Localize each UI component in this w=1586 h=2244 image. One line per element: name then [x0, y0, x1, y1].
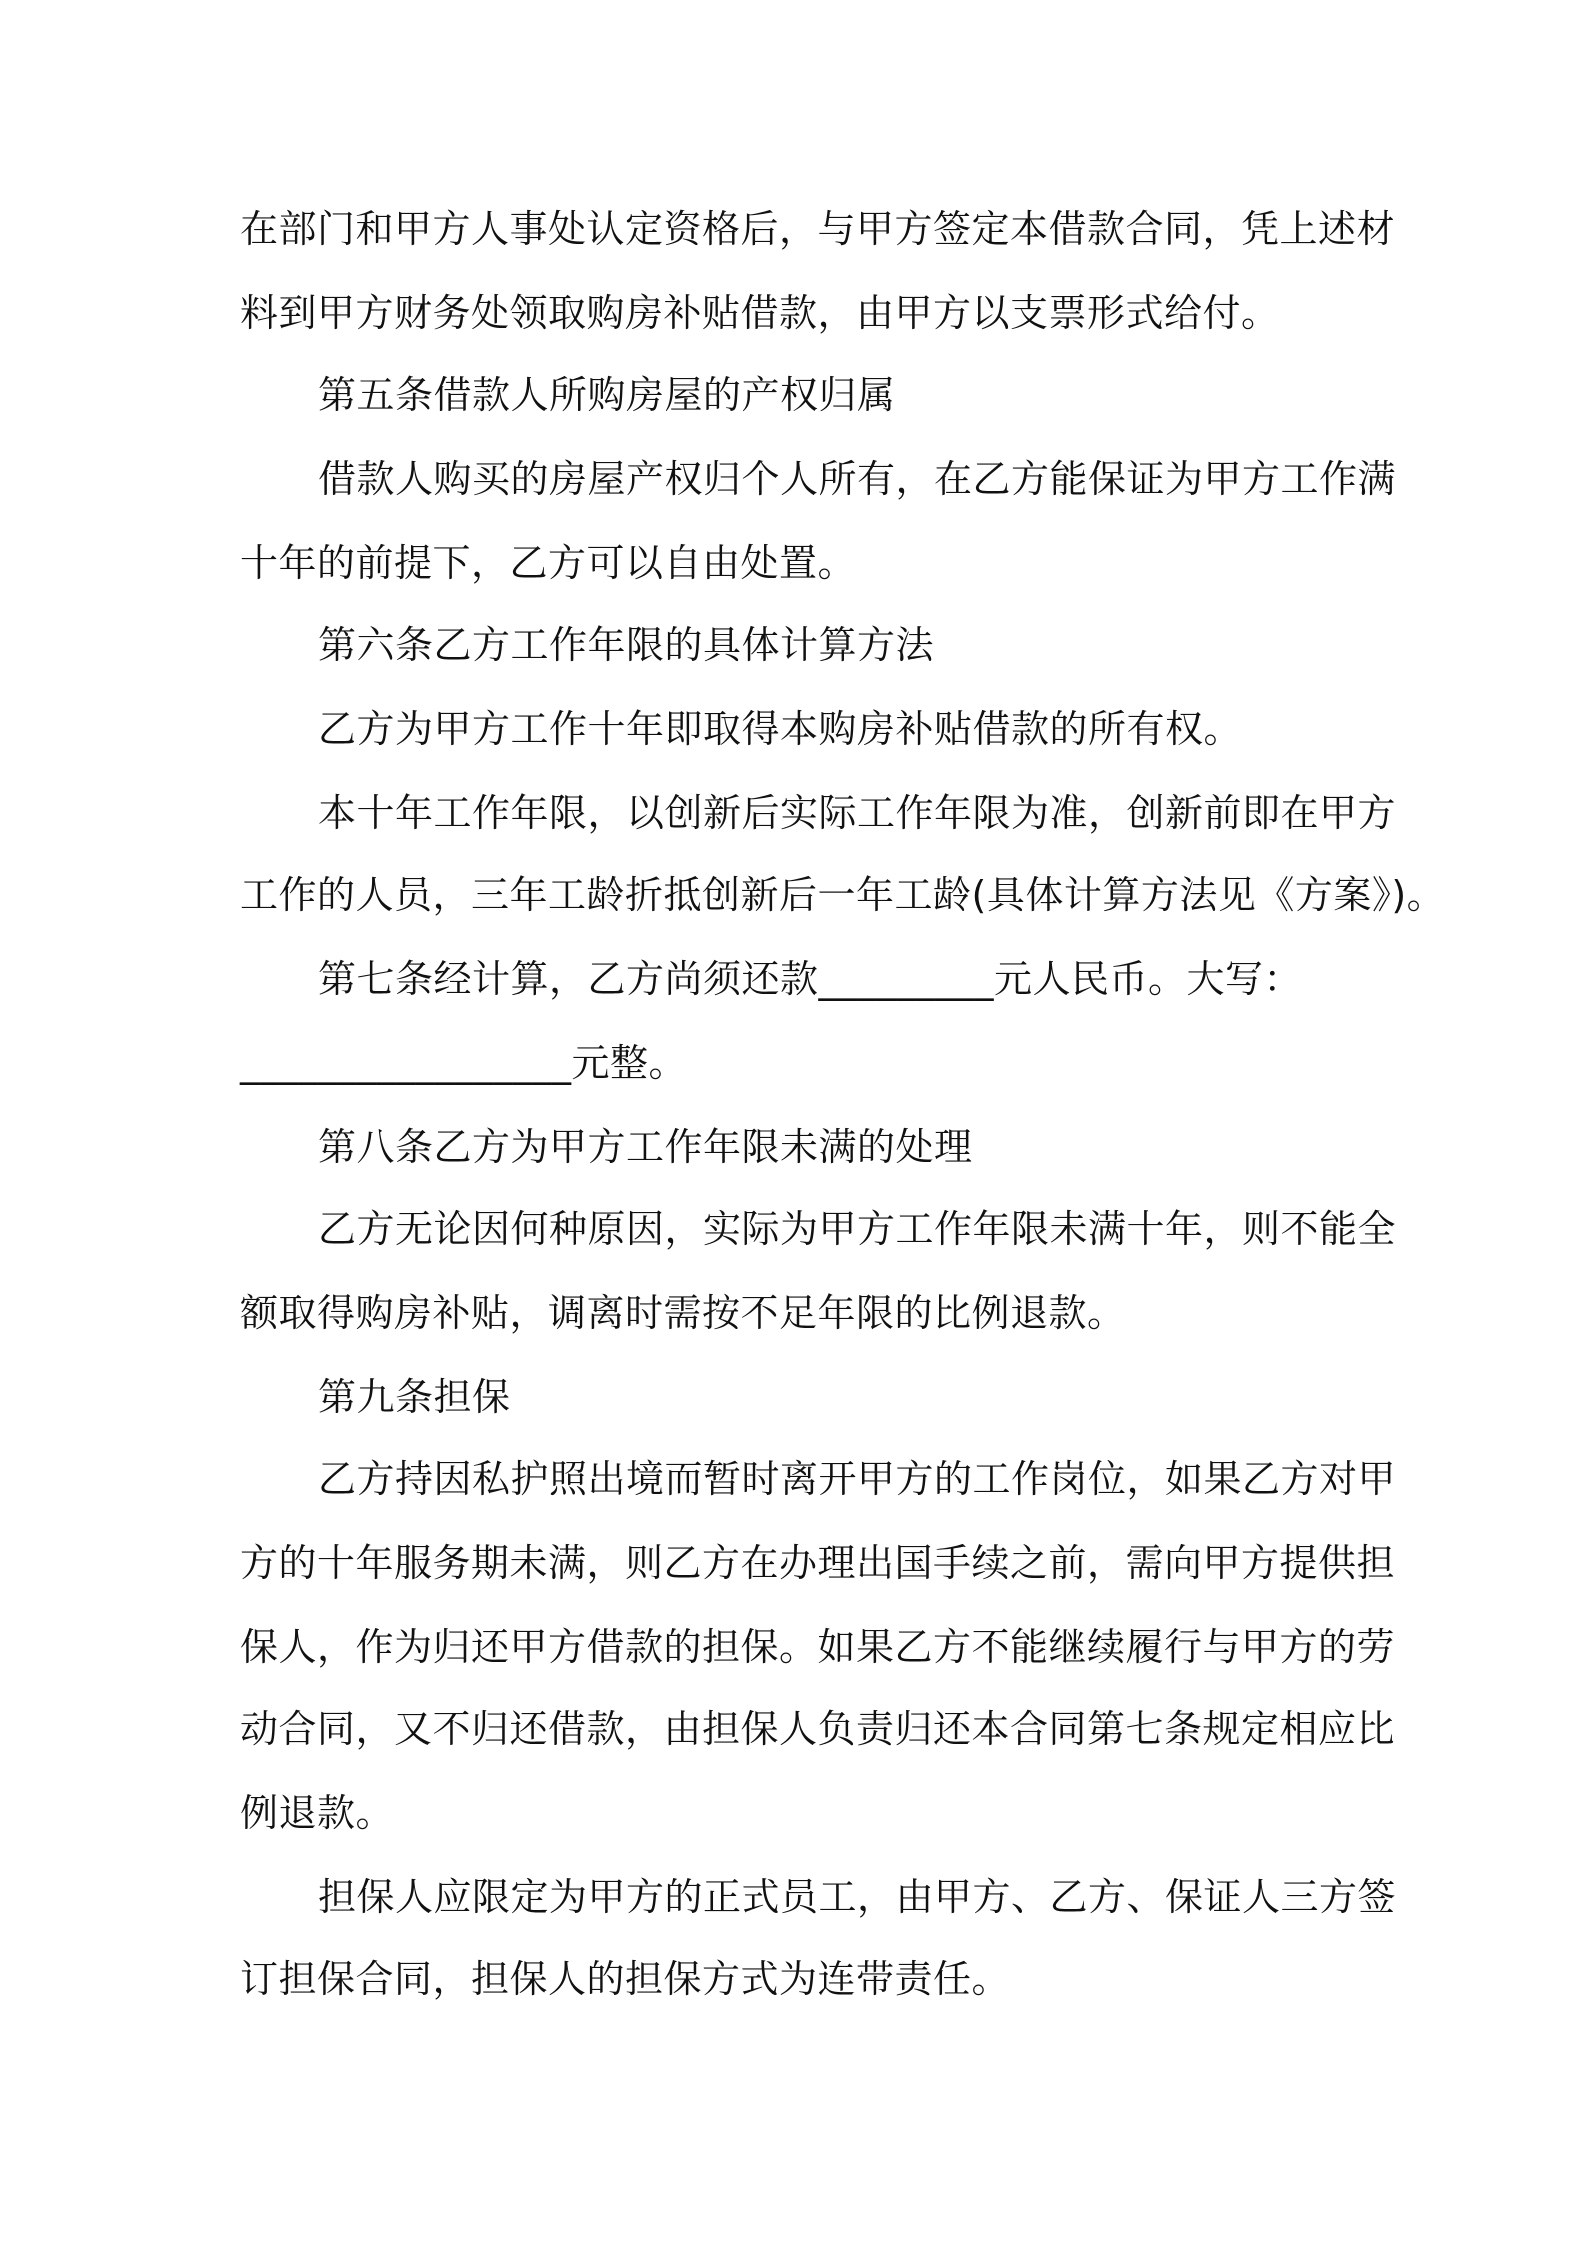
article-heading: 第八条乙方为甲方工作年限未满的处理 [318, 1125, 973, 1169]
text-line: 乙方为甲方工作十年即取得本购房补贴借款的所有权。 [318, 707, 1243, 751]
text-line: 借款人购买的房屋产权归个人所有，在乙方能保证为甲方工作满 [318, 457, 1397, 501]
text-line: 动合同，又不归还借款，由担保人负责归还本合同第七条规定相应比 [240, 1707, 1396, 1751]
text-line: 料到甲方财务处领取购房补贴借款，由甲方以支票形式给付。 [240, 291, 1280, 335]
article-heading: 第九条担保 [318, 1375, 511, 1419]
text-line: 本十年工作年限，以创新后实际工作年限为准，创新前即在甲方 [318, 791, 1397, 835]
text-line: 保人，作为归还甲方借款的担保。如果乙方不能继续履行与甲方的劳 [240, 1625, 1396, 1669]
text-line: 担保人应限定为甲方的正式员工，由甲方、乙方、保证人三方签 [318, 1875, 1397, 1919]
text-line: 额取得购房补贴，调离时需按不足年限的比例退款。 [240, 1291, 1126, 1335]
text-line: 第七条经计算，乙方尚须还款_________元人民币。大写： [318, 957, 1303, 1001]
text-line: 乙方无论因何种原因，实际为甲方工作年限未满十年，则不能全 [318, 1207, 1397, 1251]
text-line: 十年的前提下，乙方可以自由处置。 [240, 541, 857, 585]
text-line: _________________元整。 [240, 1041, 688, 1085]
article-heading: 第六条乙方工作年限的具体计算方法 [318, 623, 935, 667]
text-line: 工作的人员，三年工龄折抵创新后一年工龄(具体计算方法见《方案》)。 [240, 873, 1446, 917]
text-line: 在部门和甲方人事处认定资格后，与甲方签定本借款合同，凭上述材 [240, 207, 1396, 251]
text-line: 订担保合同，担保人的担保方式为连带责任。 [240, 1957, 1011, 2001]
text-line: 例退款。 [240, 1791, 395, 1835]
article-heading: 第五条借款人所购房屋的产权归属 [318, 373, 896, 417]
text-line: 方的十年服务期未满，则乙方在办理出国手续之前，需向甲方提供担 [240, 1541, 1396, 1585]
text-line: 乙方持因私护照出境而暂时离开甲方的工作岗位，如果乙方对甲 [318, 1457, 1397, 1501]
